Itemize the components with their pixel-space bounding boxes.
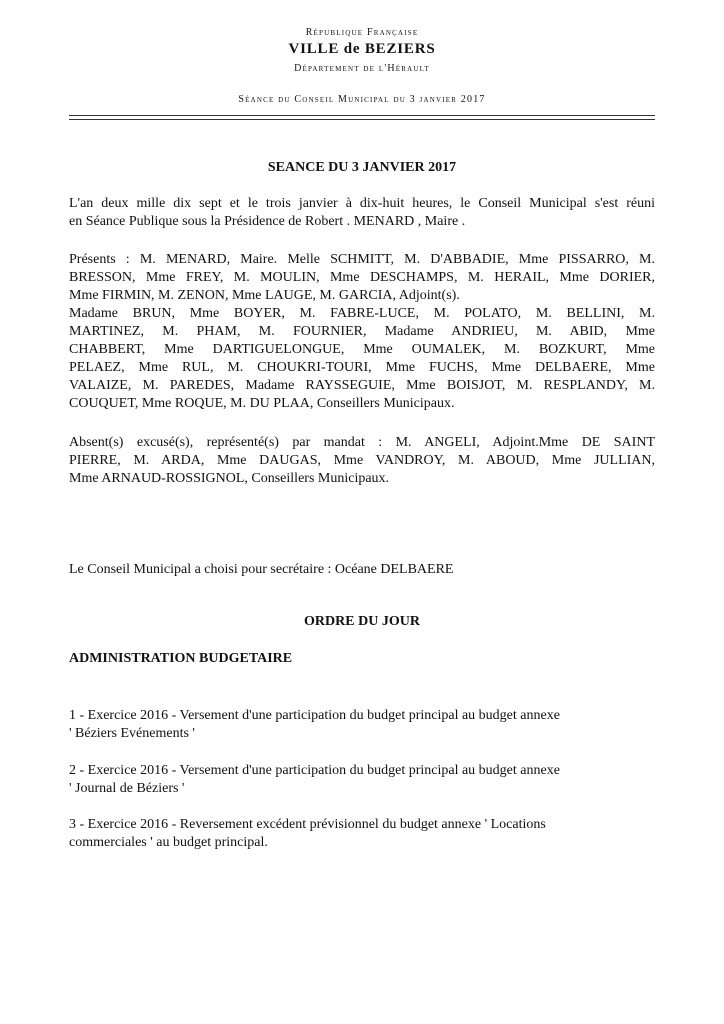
header-divider [69,119,655,120]
agenda-item-line: 3 - Exercice 2016 - Reversement excédent prévisionnel du budget annexe ' Locations [69,817,546,832]
agenda-item [69,762,655,798]
presents-paragraph [69,251,655,413]
header-departement: Département de l'Hérault [294,63,430,74]
absents-paragraph [69,434,655,488]
intro-paragraph [69,195,655,231]
agenda-item-line: ' Journal de Béziers ' [69,781,185,796]
header-ville: VILLE de BEZIERS [288,41,436,57]
presents-line: COUQUET, Mme ROQUE, M. DU PLAA, Conseillers Municipaux. [69,396,455,411]
presents-line: VALAIZE, M. PAREDES, Madame RAYSSEGUIE, Mme BOISJOT, M. RESPLANDY, M. [69,378,655,393]
intro-line: L'an deux mille dix sept et le trois janvier à dix-huit heures, le Conseil Municipal s'est réuni [69,196,655,211]
agenda-item-line: 2 - Exercice 2016 - Versement d'une participation du budget principal au budget annexe [69,763,560,778]
presents-line: Madame BRUN, Mme BOYER, M. FABRE-LUCE, M. POLATO, M. BELLINI, M. [69,306,655,321]
absents-line: Absent(s) excusé(s), représenté(s) par mandat : M. ANGELI, Adjoint.Mme DE SAINT [69,435,655,450]
agenda-item [69,816,655,852]
absents-line: PIERRE, M. ARDA, Mme DAUGAS, Mme VANDROY, M. ABOUD, Mme JULLIAN, [69,453,655,468]
ordre-du-jour-title: ORDRE DU JOUR [304,614,420,629]
header-divider [69,115,655,116]
agenda-item-line: ' Béziers Evénements ' [69,726,195,741]
agenda-item [69,707,655,743]
header-republique: République Française [305,27,419,38]
presents-line: Mme FIRMIN, M. ZENON, Mme LAUGE, M. GARCIA, Adjoint(s). [69,288,460,303]
secretaire-line: Le Conseil Municipal a choisi pour secrétaire : Océane DELBAERE [69,562,454,577]
header-seance-line: Séance du Conseil Municipal du 3 janvier 2017 [238,94,486,105]
absents-line: Mme ARNAUD-ROSSIGNOL, Conseillers Municipaux. [69,471,390,486]
presents-line: PELAEZ, Mme RUL, M. CHOUKRI-TOURI, Mme FUCHS, Mme DELBAERE, Mme [69,360,655,375]
presents-line: CHABBERT, Mme DARTIGUELONGUE, Mme OUMALEK, M. BOZKURT, Mme [69,342,655,357]
section-title: ADMINISTRATION BUDGETAIRE [69,651,293,666]
presents-line: Présents : M. MENARD, Maire. Melle SCHMITT, M. D'ABBADIE, Mme PISSARRO, M. [69,252,655,267]
presents-line: BRESSON, Mme FREY, M. MOULIN, Mme DESCHAMPS, M. HERAIL, Mme DORIER, [69,270,655,285]
document-title: SEANCE DU 3 JANVIER 2017 [267,160,457,175]
intro-line: en Séance Publique sous la Présidence de Robert . MENARD , Maire . [69,214,466,229]
presents-line: MARTINEZ, M. PHAM, M. FOURNIER, Madame ANDRIEU, M. ABID, Mme [69,324,655,339]
agenda-item-line: 1 - Exercice 2016 - Versement d'une participation du budget principal au budget annexe [69,708,560,723]
secretaire-paragraph [69,561,655,579]
agenda-item-line: commerciales ' au budget principal. [69,835,268,850]
